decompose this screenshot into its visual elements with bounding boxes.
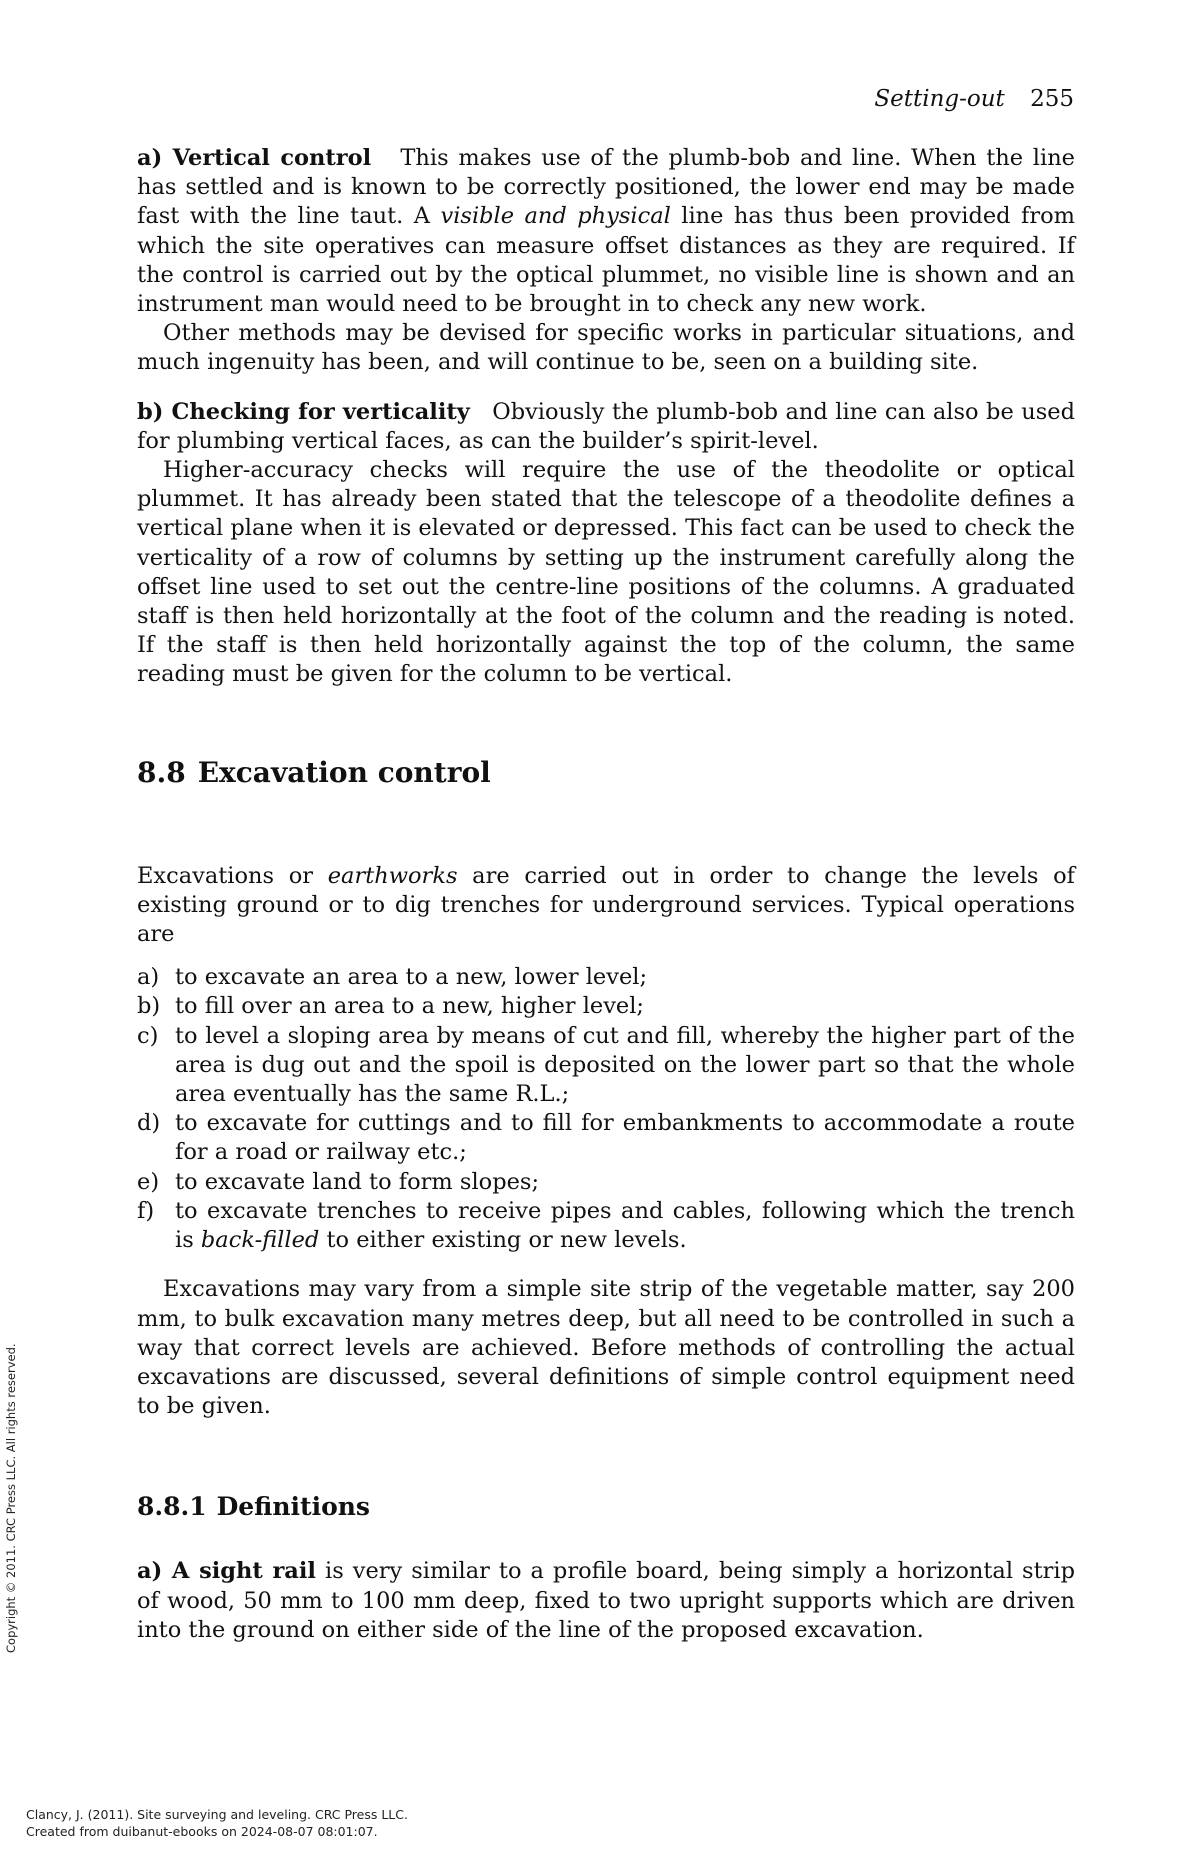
list-item-text: to excavate land to form slopes; [175,1168,540,1195]
sight-rail-text: is very similar to a profile board, being simply a horizontal strip of wood, 50 mm to 100 mm deep, fixed to two upright supports which are driven into the ground on either side of the line of the proposed excavation. [137,1558,1075,1643]
list-item [137,1197,1075,1255]
running-head [874,86,1074,112]
citation-line-2: Created from duibanut-ebooks on 2024-08-07 08:01:07. [26,1824,378,1839]
excavation-intro-paragraph [137,862,1075,950]
list-item-text: to excavate trenches to receive pipes and cables, following which the trench is [175,1197,1075,1254]
list-marker: b) [137,993,161,1020]
sight-rail-paragraph [137,1557,1075,1645]
list-item-text: to excavate an area to a new, lower level; [175,964,648,991]
citation-footer [26,1806,408,1840]
section-number: 8.8 [137,755,186,789]
list-item-emphasis: back-filled [200,1227,320,1254]
running-head-section: Setting-out [874,86,1005,112]
list-marker: d) [137,1110,161,1137]
list-item [137,963,1075,992]
citation-line-1: Clancy, J. (2011). Site surveying and leveling. CRC Press LLC. [26,1807,408,1822]
checking-verticality-paragraph [137,398,1075,456]
subsection-heading-definitions [137,1491,1075,1523]
intro-text-1: Excavations or [137,862,328,889]
list-marker: f) [137,1197,155,1224]
subsection-title: Definitions [216,1492,370,1522]
list-item-text-end: to either existing or new levels. [319,1227,687,1254]
vertical-control-text-1: This makes use of the plumb-bob and line. When the line has settled and is known to be correctly positioned, the lower end may be made fast with the line taut. A [137,145,1075,230]
operations-list [137,963,1075,1255]
excavation-closing-paragraph: Excavations may vary from a simple site strip of the vegetable matter, say 200 mm, to bulk excavation many metres deep, but all need to be controlled in such a way that correct levels are achieved. Before methods of controlling the actual excavations are discussed, several definitions of simple control equipment need to be given. [137,1276,1075,1420]
subsection-number: 8.8.1 [137,1492,207,1522]
list-item-text: to level a sloping area by means of cut and fill, whereby the higher part of the area is dug out and the spoil is deposited on the lower part so that the whole area eventually has the same R.L.; [175,1022,1075,1108]
other-methods-paragraph: Other methods may be devised for specific works in particular situations, and much ingenuity has been, and will continue to be, seen on a building site. [137,320,1075,376]
section-heading-excavation-control [137,756,1075,790]
vertical-control-label: a) Vertical control [137,145,372,171]
list-marker: a) [137,964,160,991]
list-item [137,1109,1075,1167]
page-body [137,144,1075,1645]
intro-text-2: are carried out in order to change the levels of existing ground or to dig trenches for underground services. Typical operations are [137,862,1076,948]
sight-rail-label: a) A sight rail [137,1558,316,1585]
vertical-control-emphasis: visible and physical [440,203,671,230]
vertical-control-text-2: line has thus been provided from which the site operatives can measure offset distances as they are required. If the control is carried out by the optical plummet, no visible line is shown and an instrument man would need to be brought in to check any new work. [137,203,1075,318]
checking-verticality-label: b) Checking for verticality [137,398,470,425]
list-item [137,1168,1075,1197]
list-item-text: to excavate for cuttings and to fill for embankments to accommodate a route for a road or railway etc.; [175,1110,1075,1166]
vertical-control-paragraph [137,144,1075,319]
list-marker: c) [137,1022,159,1049]
copyright-notice: Copyright © 2011. CRC Press LLC. All rights reserved. [4,1343,18,1653]
page-number: 255 [1030,86,1074,112]
list-marker: e) [137,1168,160,1195]
list-item-text: to fill over an area to a new, higher level; [175,993,645,1020]
higher-accuracy-paragraph: Higher-accuracy checks will require the use of the theodolite or optical plummet. It has already been stated that the telescope of a theodolite defines a vertical plane when it is elevated or depressed. This fact can be used to check the verticality of a row of columns by setting up the instrument carefully along the offset line used to set out the centre-line positions of the columns. A graduated staff is then held horizontally at the foot of the column and the reading is noted. If the staff is then held horizontally against the top of the column, the same reading must be given for the column to be vertical. [137,457,1075,688]
intro-emphasis: earthworks [327,862,458,889]
checking-verticality-text: Obviously the plumb-bob and line can also be used for plumbing vertical faces, as can the builder’s spirit-level. [137,398,1075,454]
list-item [137,1022,1075,1110]
section-title: Excavation control [197,755,491,789]
list-item [137,992,1075,1021]
